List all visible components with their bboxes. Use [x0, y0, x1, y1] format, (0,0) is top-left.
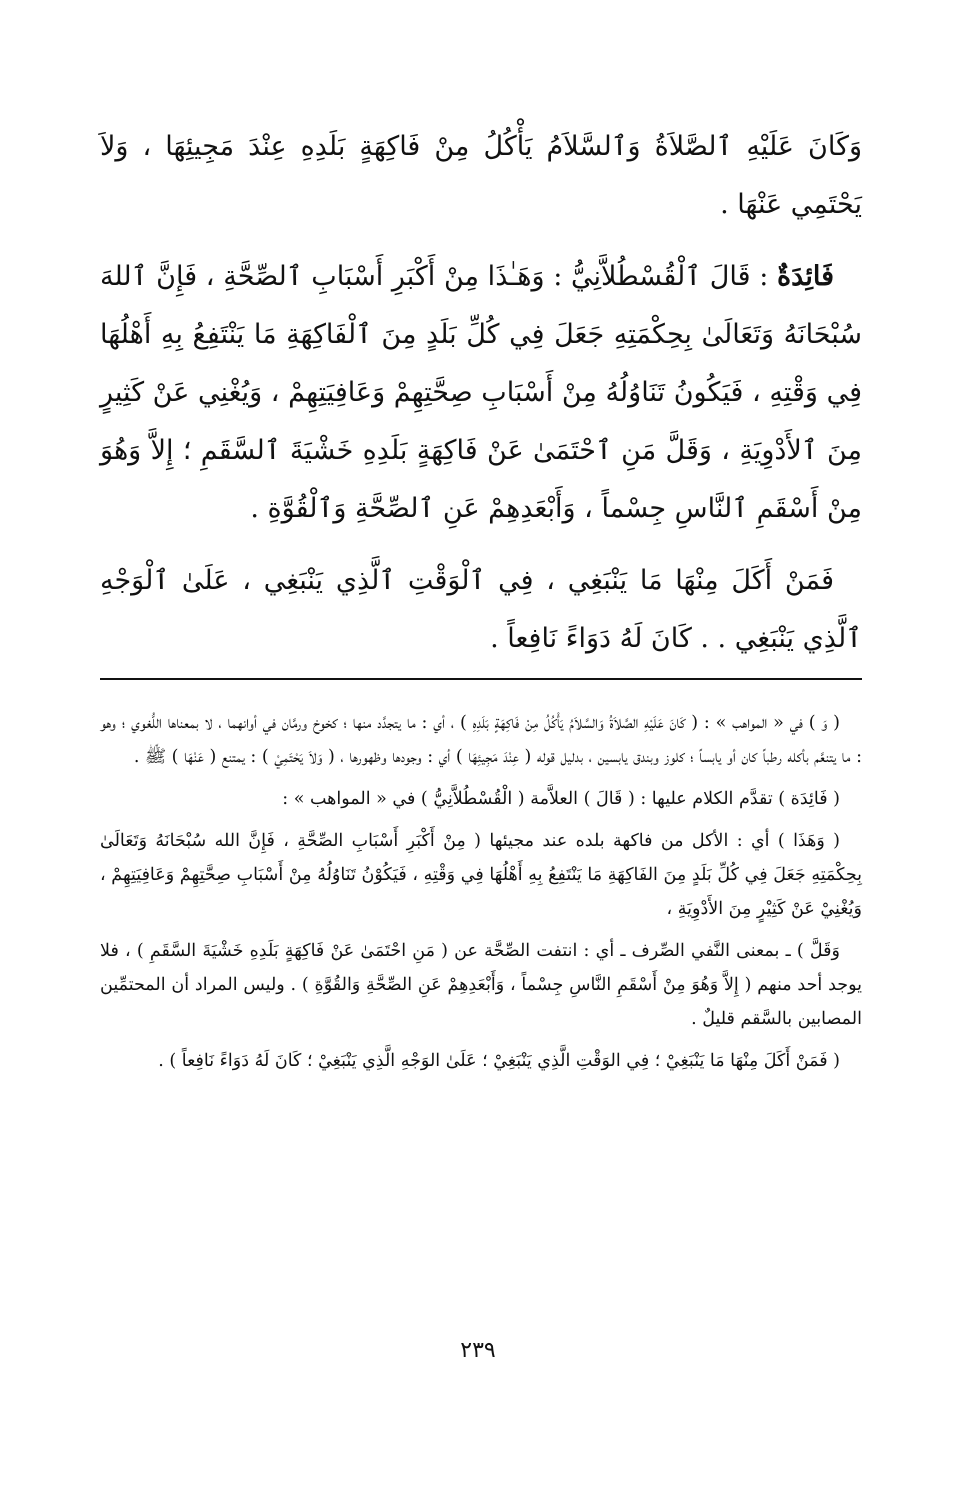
- commentary-paragraph-5: ( فَمَنْ أَكَلَ مِنْهَا مَا يَنْبَغِيْ ؛ فِي الوَقْتِ الَّذِي يَنْبَغِيْ ؛ عَلَىٰ الوَجْهِ الَّذِي يَنْبَغِيْ ؛ كَانَ لَهُ دَوَاءً نَافِعاً ) .: [158, 1051, 840, 1071]
- page-number: ٢٣٩: [460, 1338, 496, 1363]
- commentary-paragraph-4: وَقَلَّ ) ـ بمعنى النَّفي الصِّرف ـ أي : انتفت الصِّحَّة عن ( مَنِ احْتَمَىٰ عَنْ فَاكِهَةٍ بَلَدِهِ خَشْيَةَ السَّقَمِ ) ، فلا يوجد أحد منهم ( إِلاَّ وَهُوَ مِنْ أَسْقَمِ النَّاسِ جِسْماً ، وَأَبْعَدِهِمْ عَنِ الصِّحَّةِ وَالقُوَّةِ ) . وليس المراد أن المحتمِّين المصابين بالسَّقم قليلٌ .: [100, 941, 862, 1029]
- main-text: [100, 118, 862, 668]
- main-paragraph-3: فَمَنْ أَكَلَ مِنْهَا مَا يَنْبَغِي ، فِي ٱلْوَقْتِ ٱلَّذِي يَنْبَغِي ، عَلَىٰ ٱلْوَجْهِ ٱلَّذِي يَنْبَغِي . . كَانَ لَهُ دَوَاءً نَافِعاً .: [100, 565, 862, 654]
- footnote-separator: [100, 678, 862, 680]
- main-paragraph-2: [100, 248, 862, 538]
- main-paragraph-1: وَكَانَ عَلَيْهِ ٱلصَّلاَةُ وَٱلسَّلاَمُ يَأْكُلُ مِنْ فَاكِهَةٍ بَلَدِهِ عِنْدَ مَجِيئِهَا ، وَلاَ يَحْتَمِي عَنْهَا .: [100, 131, 862, 220]
- main-paragraph-2-text: : قَالَ ٱلْقُسْطُلاَّنِيُّ : وَهَـٰذَا مِنْ أَكْبَرِ أَسْبَابِ ٱلصِّحَّةِ ، فَإِنَّ ٱللهَ سُبْحَانَهُ وَتَعَالَىٰ بِحِكْمَتِهِ جَعَلَ فِي كُلِّ بَلَدٍ مِنَ ٱلْفَاكِهَةِ مَا يَنْتَفِعُ بِهِ أَهْلُهَا فِي وَقْتِهِ ، فَيَكُونُ تَنَاوُلُهُ مِنْ أَسْبَابِ صِحَّتِهِمْ وَعَافِيَتِهِمْ ، وَيُغْنِي عَنْ كَثِيرٍ مِنَ ٱلأَدْوِيَةِ ، وَقَلَّ مَنِ ٱحْتَمَىٰ عَنْ فَاكِهَةٍ بَلَدِهِ خَشْيَةَ ٱلسَّقَمِ ؛ إِلاَّ وَهُوَ مِنْ أَسْقَمِ ٱلنَّاسِ جِسْماً ، وَأَبْعَدِهِمْ عَنِ ٱلصِّحَّةِ وَٱلْقُوَّةِ .: [100, 261, 862, 524]
- commentary-paragraph-3: ( وَهَذَا ) أي : الأكل من فاكهة بلده عند مجيئها ( مِنْ أَكْبَرِ أَسْبَابِ الصِّحَّةِ ، فَإِنَّ الله سُبْحَانَهُ وَتَعَالَىٰ بِحِكْمَتِهِ جَعَلَ فِي كُلِّ بَلَدٍ مِنَ الفَاكِهَةِ مَا يَنْتَفِعُ بِهِ أَهْلُهَا فِي وَقْتِهِ ، فَيَكُوْنُ تَنَاوُلُهُ مِنْ أَسْبَابِ صِحَّتِهِمْ وَعَافِيَتِهِمْ ، وَيُغْنِيْ عَنْ كَثِيْرٍ مِنَ الأَدْوِيَةِ ،: [100, 831, 862, 919]
- commentary-paragraph-2: ( فَائِدَة ) تقدَّم الكلام عليها : ( قَالَ ) العلاَّمة ( الْقُسْطُلاَّنِيُّ ) في « المواهب » :: [282, 789, 840, 809]
- book-page: [100, 118, 862, 1071]
- benefit-heading: فَائِدَةٌ: [777, 261, 834, 292]
- commentary-paragraph-1: ( وَ ) في « المواهب » : ( كَانَ عَلَيْهِ الصَّلاَةُ وَالسَّلاَمُ يَأْكُلُ مِنْ فَاكِهَةٍ بَلَدِهِ ) ، أي : ما يتجدَّد منها ؛ كخوخ ورمَّان في أوانهما ، لا بمعناها اللُّغوي ؛ وهو : ما يتنعَّم بأكله رطباً كان أو يابساً ؛ كلوز وبندق يابسين ، بدليل قوله ( عِنْدَ مَجِيئِهَا ) أي : وجودها وظهورها ، ( وَلاَ يَحْتَمِيْ ) : يمتنع ( عَنْهَا ) ﷺ .: [100, 713, 862, 767]
- commentary: [100, 706, 862, 1086]
